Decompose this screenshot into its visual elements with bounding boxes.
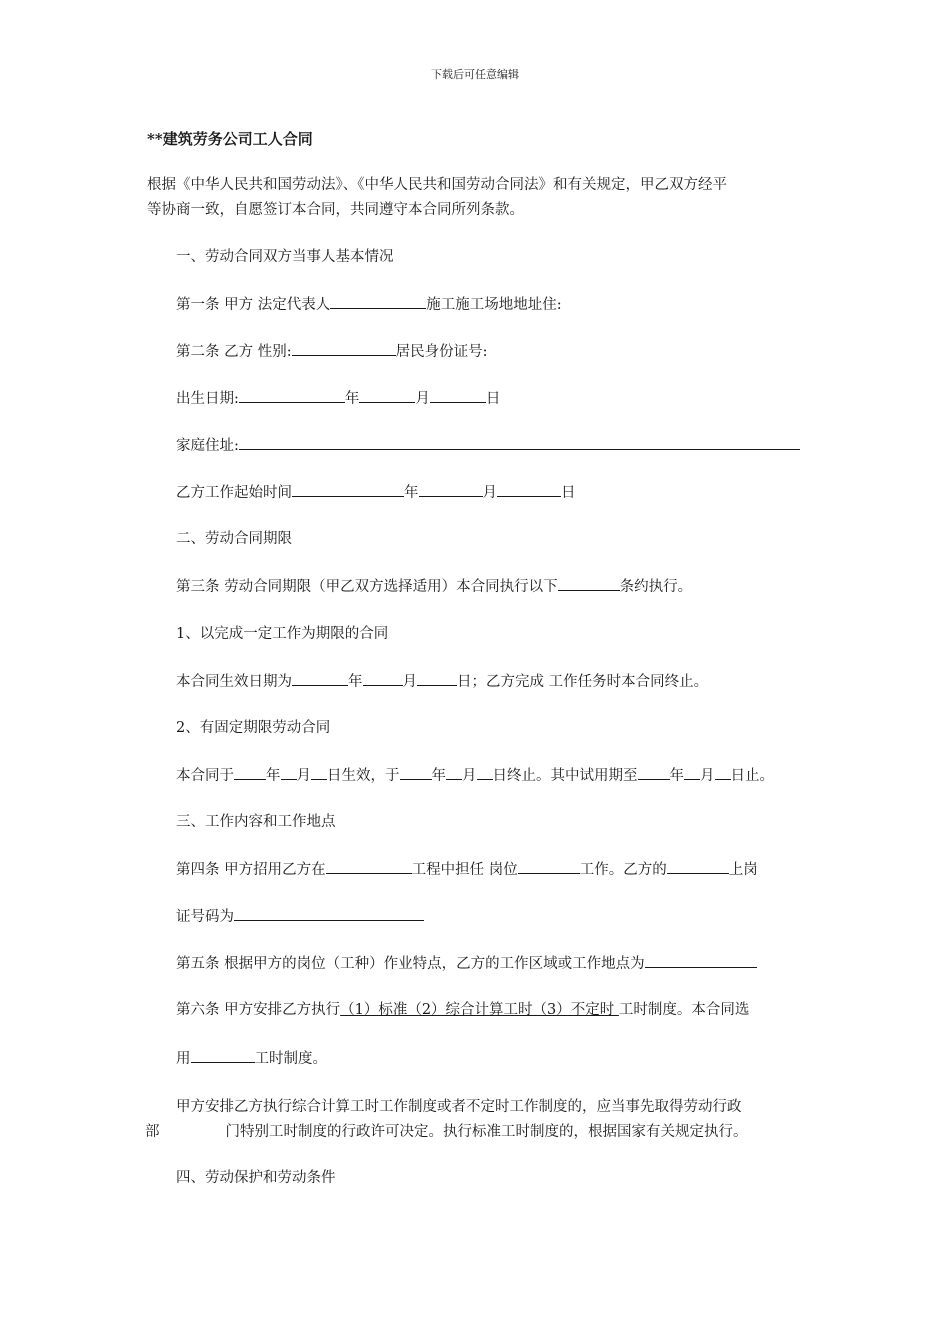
start-date-line: [176, 480, 576, 505]
article-1-text: 第一条 甲方 法定代表人: [176, 297, 331, 313]
cert-number-blank[interactable]: [234, 904, 424, 921]
article-5: [176, 951, 757, 976]
trial-month-blank[interactable]: [684, 763, 700, 780]
article-6-cont: [176, 1046, 327, 1071]
effective-end: 日；乙方完成 工作任务时本合同终止。: [457, 674, 709, 690]
birth-day-blank[interactable]: [430, 386, 486, 403]
trial-day-blank[interactable]: [715, 763, 731, 780]
month-label: 月: [700, 768, 715, 784]
article-4-post: 工程中担任 岗位: [411, 862, 518, 878]
fixed-mid: 日生效，于: [327, 768, 400, 784]
cert-number-label: 证号码为: [176, 909, 234, 925]
home-address-line: [176, 433, 800, 458]
hours-choice-blank[interactable]: [191, 1046, 255, 1063]
gender-blank[interactable]: [292, 339, 396, 356]
home-address-blank[interactable]: [239, 433, 800, 450]
year-label: 年: [266, 768, 281, 784]
start-label: 乙方工作起始时间: [176, 485, 292, 501]
article-4-work: 工作。乙方的: [579, 862, 667, 878]
article-2-text: 第二条 乙方 性别:: [176, 344, 292, 360]
year-label: 年: [344, 391, 360, 407]
section-1-heading: 一、劳动合同双方当事人基本情况: [176, 249, 394, 265]
intro-line-1: 根据《中华人民共和国劳动法》、《中华人民共和国劳动合同法》和有关规定，甲乙双方经平: [147, 177, 727, 193]
birth-month-blank[interactable]: [359, 386, 415, 403]
article-4: [176, 857, 758, 882]
year-label: 年: [669, 768, 684, 784]
fix-end-month-blank[interactable]: [446, 763, 462, 780]
article-6-end: 工时制度。: [254, 1051, 327, 1067]
option-2: 2、有固定期限劳动合同: [176, 720, 331, 736]
effective-label: 本合同生效日期为: [176, 674, 292, 690]
note-line-2-text: 门特别工时制度的行政许可决定。执行标准工时制度的，根据国家有关规定执行。: [225, 1124, 748, 1140]
fixed-end: 日止。: [730, 768, 774, 784]
note-line-1: 甲方安排乙方执行综合计算工时工作制度或者不定时工作制度的，应当事先取得劳动行政: [176, 1099, 742, 1115]
fix-start-month-blank[interactable]: [281, 763, 297, 780]
position-blank[interactable]: [518, 857, 580, 874]
birth-date-line: [176, 386, 500, 411]
page-header: 下载后可任意编辑: [431, 68, 519, 81]
effective-date-line: [176, 669, 708, 694]
article-4-cert: 上岗: [728, 862, 758, 878]
section-4-heading: 四、劳动保护和劳动条件: [176, 1170, 336, 1186]
day-label: 日: [485, 391, 501, 407]
fix-end-day-blank[interactable]: [477, 763, 493, 780]
document-title: **建筑劳务公司工人合同: [147, 130, 313, 148]
article-1: [176, 292, 562, 317]
article-2: [176, 339, 488, 364]
trial-year-blank[interactable]: [638, 763, 670, 780]
month-label: 月: [296, 768, 311, 784]
option-1: 1、以完成一定工作为期限的合同: [176, 626, 389, 642]
birth-label: 出生日期:: [176, 391, 239, 407]
hours-options: （1）标准（2）综合计算工时（3）不定时: [340, 1002, 619, 1018]
start-day-blank[interactable]: [497, 480, 561, 497]
year-label: 年: [431, 768, 446, 784]
project-blank[interactable]: [326, 857, 412, 874]
fix-start-day-blank[interactable]: [311, 763, 327, 780]
article-2-id: 居民身份证号:: [395, 344, 488, 360]
month-label: 月: [402, 674, 417, 690]
start-year-blank[interactable]: [292, 480, 404, 497]
work-area-blank[interactable]: [645, 951, 757, 968]
article-1-address: 施工施工场地地址住:: [426, 297, 562, 313]
eff-year-blank[interactable]: [292, 669, 348, 686]
article-5-text: 第五条 根据甲方的岗位（工种）作业特点，乙方的工作区域或工作地点为: [176, 956, 645, 972]
section-3-heading: 三、工作内容和工作地点: [176, 814, 336, 830]
article-6-text: 第六条 甲方安排乙方执行: [176, 1002, 341, 1018]
home-label: 家庭住址:: [176, 438, 239, 454]
section-2-heading: 二、劳动合同期限: [176, 531, 292, 547]
article-3-end: 条约执行。: [619, 579, 693, 595]
month-label: 月: [415, 391, 430, 407]
article-4-cont: [176, 904, 424, 929]
start-month-blank[interactable]: [419, 480, 483, 497]
article-4-text: 第四条 甲方招用乙方在: [176, 862, 326, 878]
article-3: [176, 574, 692, 599]
fixed-label: 本合同于: [176, 768, 234, 784]
intro-line-2: 等协商一致，自愿签订本合同，共同遵守本合同所列条款。: [147, 202, 524, 218]
fix-start-year-blank[interactable]: [234, 763, 266, 780]
fix-end-year-blank[interactable]: [400, 763, 432, 780]
article-6: [176, 998, 749, 1022]
month-label: 月: [462, 768, 477, 784]
fixed-term-line: [176, 763, 774, 788]
eff-month-blank[interactable]: [363, 669, 403, 686]
birth-year-blank[interactable]: [239, 386, 345, 403]
note-line-2: [145, 1120, 748, 1144]
year-label: 年: [404, 485, 419, 501]
legal-rep-blank[interactable]: [330, 292, 426, 309]
day-label: 日: [561, 485, 576, 501]
term-type-blank[interactable]: [558, 574, 620, 591]
year-label: 年: [348, 674, 363, 690]
certificate-type-blank[interactable]: [667, 857, 729, 874]
fixed-trial: 日终止。其中试用期至: [492, 768, 638, 784]
article-6-use: 用: [176, 1051, 191, 1067]
article-3-text: 第三条 劳动合同期限（甲乙双方选择适用）本合同执行以下: [176, 579, 558, 595]
month-label: 月: [482, 485, 497, 501]
eff-day-blank[interactable]: [417, 669, 457, 686]
article-6-select: 工时制度。本合同选: [618, 1002, 750, 1018]
note-line-2-start: 部: [145, 1124, 160, 1140]
